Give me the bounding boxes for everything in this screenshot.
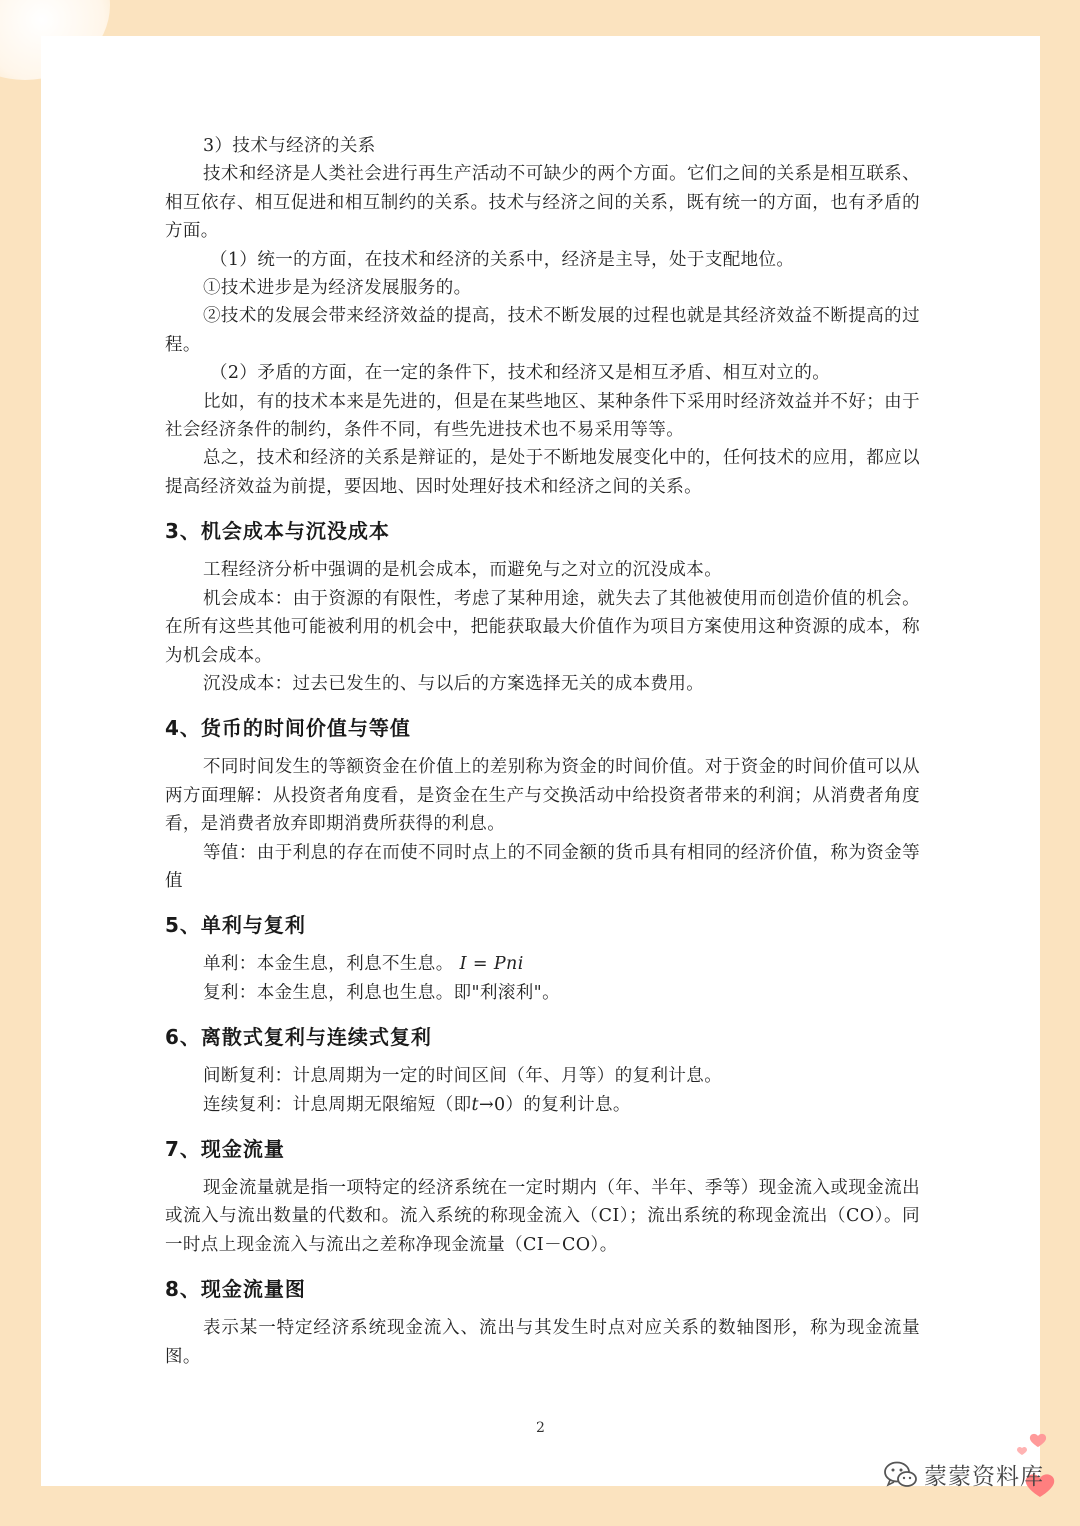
paragraph: ②技术的发展会带来经济效益的提高，技术不断发展的过程也就是其经济效益不断提高的过程。 xyxy=(165,306,920,355)
continuous-text-a: 连续复利：计息周期无限缩短（即 xyxy=(203,1094,472,1115)
paragraph: 现金流量就是指一项特定的经济系统在一定时期内（年、半年、季等）现金流入或现金流出或流入与流出数量的代数和。流入系统的称现金流入（CI）；流出系统的称现金流出（CO）。同一时点上现金流入与流出之差称净现金流量（CI－CO）。 xyxy=(165,1177,920,1255)
paragraph: 机会成本：由于资源的有限性，考虑了某种用途，就失去了其他被使用而创造价值的机会。在所有这些其他可能被利用的机会中，把能获取最大价值作为项目方案使用这种资源的成本，称为机会成本。 xyxy=(165,588,920,666)
watermark xyxy=(884,1458,1044,1491)
paragraph: 总之，技术和经济的关系是辩证的，是处于不断地发展变化中的，任何技术的应用，都应以提高经济效益为前提，要因地、因时处理好技术和经济之间的关系。 xyxy=(165,448,920,497)
section-heading: 4、货币的时间价值与等值 xyxy=(165,716,411,741)
paragraph xyxy=(165,950,920,978)
math-variable: t xyxy=(471,1094,479,1115)
paragraph: 工程经济分析中强调的是机会成本，而避免与之对立的沉没成本。 xyxy=(203,560,723,581)
wechat-icon xyxy=(884,1461,918,1489)
subpoint-heading: （2）矛盾的方面，在一定的条件下，技术和经济又是相互矛盾、相互对立的。 xyxy=(210,363,831,384)
subpoint-heading: （1）统一的方面，在技术和经济的关系中，经济是主导，处于支配地位。 xyxy=(210,249,795,270)
watermark-text: 蒙蒙资料库 xyxy=(924,1464,1044,1490)
paragraph: 复利：本金生息，利息也生息。即"利滚利"。 xyxy=(203,982,560,1003)
page-number: 2 xyxy=(536,1420,545,1436)
page-content xyxy=(165,132,920,1371)
paragraph: 技术和经济是人类社会进行再生产活动不可缺少的两个方面。它们之间的关系是相互联系、相互依存、相互促进和相互制约的关系。技术与经济之间的关系，既有统一的方面，也有矛盾的方面。 xyxy=(165,164,920,242)
document-page xyxy=(41,36,1040,1486)
section-heading: 7、现金流量 xyxy=(165,1136,285,1161)
section-heading: 5、单利与复利 xyxy=(165,913,306,938)
continuous-text-b: →0）的复利计息。 xyxy=(478,1094,631,1115)
paragraph: 等值：由于利息的存在而使不同时点上的不同金额的货币具有相同的经济价值，称为资金等值 xyxy=(165,842,920,891)
section-heading: 6、离散式复利与连续式复利 xyxy=(165,1025,432,1050)
paragraph: 间断复利：计息周期为一定的时间区间（年、月等）的复利计息。 xyxy=(203,1066,723,1087)
paragraph: 不同时间发生的等额资金在价值上的差别称为资金的时间价值。对于资金的时间价值可以从两方面理解：从投资者角度看，是资金在生产与交换活动中给投资者带来的利润；从消费者角度看，是消费者放弃即期消费所获得的利息。 xyxy=(165,757,920,835)
paragraph: 表示某一特定经济系统现金流入、流出与其发生时点对应关系的数轴图形，称为现金流量图。 xyxy=(165,1318,920,1367)
section-heading: 8、现金流量图 xyxy=(165,1277,306,1302)
paragraph: ①技术进步是为经济发展服务的。 xyxy=(203,278,472,299)
paragraph: 比如，有的技术本来是先进的，但是在某些地区、某种条件下采用时经济效益并不好；由于社会经济条件的制约，条件不同，有些先进技术也不易采用等等。 xyxy=(165,391,920,441)
subsection-title: 3）技术与经济的关系 xyxy=(203,136,376,156)
paragraph xyxy=(165,1091,920,1119)
section-heading: 3、机会成本与沉没成本 xyxy=(165,519,390,544)
paragraph: 沉没成本：过去已发生的、与以后的方案选择无关的成本费用。 xyxy=(203,673,705,694)
formula: I = Pni xyxy=(459,954,524,975)
simple-interest-text: 单利：本金生息，利息不生息。 xyxy=(203,954,454,975)
